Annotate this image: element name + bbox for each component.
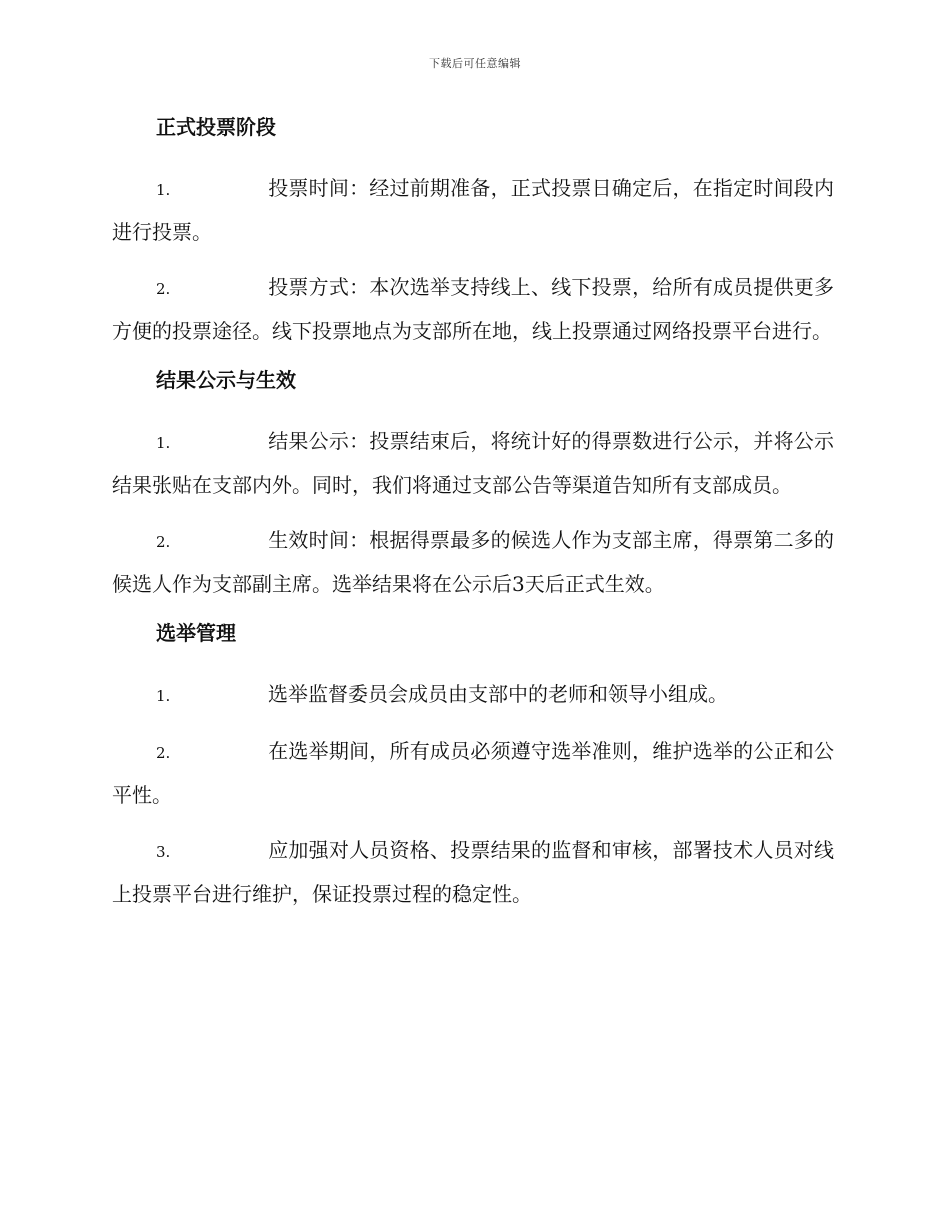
item-number: 1. xyxy=(156,434,171,452)
section-heading: 选举管理 xyxy=(156,621,236,645)
list-item xyxy=(112,673,834,717)
section-results xyxy=(112,365,834,605)
item-number: 1. xyxy=(156,687,171,705)
item-text: 选举监督委员会成员由支部中的老师和领导小组成。 xyxy=(268,682,728,706)
item-text: 投票方式：本次选举支持线上、线下投票，给所有成员提供更多方便的投票途径。线下投票地点为支部所在地，线上投票通过网络投票平台进行。 xyxy=(112,275,834,343)
section-formal-voting xyxy=(112,112,834,352)
list-item xyxy=(112,519,834,605)
item-text: 生效时间：根据得票最多的候选人作为支部主席，得票第二多的候选人作为支部副主席。选举结果将在公示后3天后正式生效。 xyxy=(112,528,834,596)
section-heading: 正式投票阶段 xyxy=(156,115,276,139)
item-number: 2. xyxy=(156,533,171,551)
list-item xyxy=(112,266,834,352)
list-item xyxy=(112,829,834,915)
item-text: 应加强对人员资格、投票结果的监督和审核，部署技术人员对线上投票平台进行维护，保证投票过程的稳定性。 xyxy=(112,838,834,906)
item-number: 2. xyxy=(156,744,171,762)
list-item xyxy=(112,167,834,253)
item-text: 结果公示：投票结束后，将统计好的得票数进行公示，并将公示结果张贴在支部内外。同时，我们将通过支部公告等渠道告知所有支部成员。 xyxy=(112,429,834,497)
item-text: 在选举期间，所有成员必须遵守选举准则，维护选举的公正和公平性。 xyxy=(112,739,834,807)
document-body xyxy=(112,112,834,928)
item-number: 1. xyxy=(156,181,171,199)
item-text: 投票时间：经过前期准备，正式投票日确定后，在指定时间段内进行投票。 xyxy=(112,176,834,244)
item-number: 3. xyxy=(156,843,171,861)
header-note: 下载后可任意编辑 xyxy=(429,57,521,70)
section-election-management xyxy=(112,618,834,915)
section-heading: 结果公示与生效 xyxy=(156,368,296,392)
list-item xyxy=(112,420,834,506)
list-item xyxy=(112,730,834,816)
item-number: 2. xyxy=(156,280,171,298)
